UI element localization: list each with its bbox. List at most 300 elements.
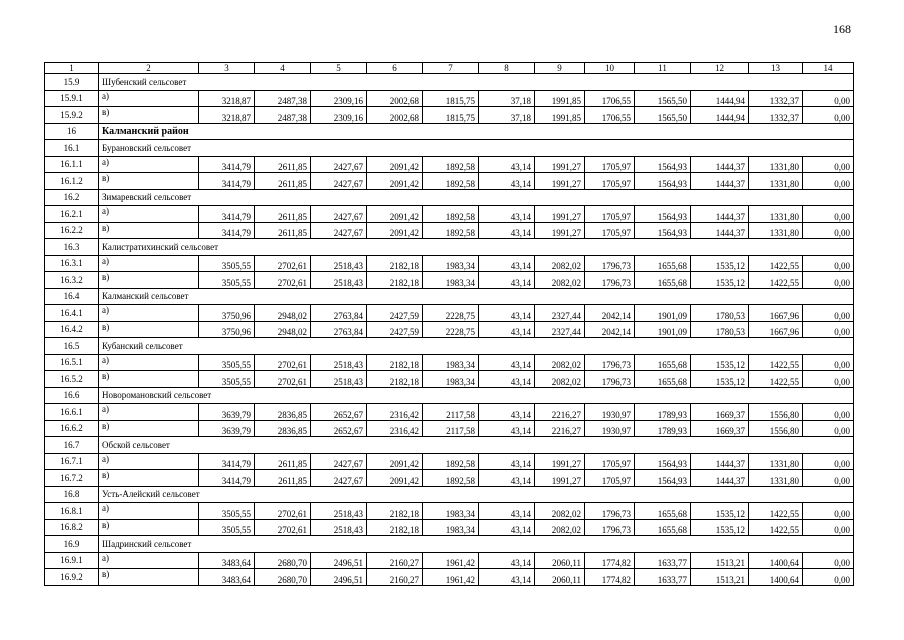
value-cell: 1991,27: [535, 470, 585, 487]
value-cell: 1655,68: [635, 519, 691, 536]
section-title: Шубенский сельсовет: [99, 74, 854, 91]
value-cell: 1705,97: [585, 470, 635, 487]
row-label: а): [99, 305, 199, 322]
section-title: Шадринский сельсовет: [99, 536, 854, 553]
value-cell: 43,14: [479, 321, 535, 338]
value-cell: 1991,85: [535, 107, 585, 124]
table-row: [45, 404, 854, 421]
value-cell: 2427,67: [311, 156, 367, 173]
value-cell: 2611,85: [255, 206, 311, 223]
value-cell: 1400,64: [749, 569, 803, 586]
value-cell: 1705,97: [585, 453, 635, 470]
value-cell: 1667,96: [749, 305, 803, 322]
value-cell: 2228,75: [423, 321, 479, 338]
value-cell: 0,00: [803, 222, 854, 239]
value-cell: 1633,77: [635, 552, 691, 569]
value-cell: 1565,50: [635, 107, 691, 124]
value-cell: 43,14: [479, 503, 535, 520]
value-cell: 3639,79: [199, 420, 255, 437]
value-cell: 2427,67: [311, 206, 367, 223]
section-row: [45, 140, 854, 157]
value-cell: 1983,34: [423, 519, 479, 536]
value-cell: 1991,27: [535, 453, 585, 470]
value-cell: 0,00: [803, 503, 854, 520]
value-cell: 1961,42: [423, 569, 479, 586]
value-cell: 3414,79: [199, 156, 255, 173]
column-header: 13: [749, 63, 803, 74]
value-cell: 2117,58: [423, 420, 479, 437]
section-row: [45, 338, 854, 355]
value-cell: 43,14: [479, 156, 535, 173]
value-cell: 1774,82: [585, 552, 635, 569]
value-cell: 0,00: [803, 371, 854, 388]
column-header: 5: [311, 63, 367, 74]
row-code: 16.1: [45, 140, 99, 157]
table-row: [45, 519, 854, 536]
row-label: в): [99, 470, 199, 487]
value-cell: 2836,85: [255, 404, 311, 421]
value-cell: 2082,02: [535, 255, 585, 272]
row-code: 15.9.1: [45, 90, 99, 107]
value-cell: 1444,37: [691, 173, 749, 190]
value-cell: 3505,55: [199, 371, 255, 388]
value-cell: 1444,37: [691, 222, 749, 239]
value-cell: 2091,42: [367, 470, 423, 487]
column-header: 7: [423, 63, 479, 74]
page-number: 168: [833, 22, 851, 36]
value-cell: 2216,27: [535, 404, 585, 421]
value-cell: 2117,58: [423, 404, 479, 421]
table-row: [45, 569, 854, 586]
value-cell: 2611,85: [255, 453, 311, 470]
row-code: 16.2: [45, 189, 99, 206]
value-cell: 2082,02: [535, 354, 585, 371]
row-label: в): [99, 569, 199, 586]
value-cell: 0,00: [803, 453, 854, 470]
value-cell: 1535,12: [691, 272, 749, 289]
table-row: [45, 552, 854, 569]
row-label: а): [99, 206, 199, 223]
value-cell: 2060,11: [535, 569, 585, 586]
value-cell: 1796,73: [585, 255, 635, 272]
value-cell: 3483,64: [199, 552, 255, 569]
value-cell: 0,00: [803, 470, 854, 487]
row-label: в): [99, 272, 199, 289]
value-cell: 2652,67: [311, 404, 367, 421]
value-cell: 1705,97: [585, 173, 635, 190]
row-code: 16.1.2: [45, 173, 99, 190]
section-row: [45, 437, 854, 454]
value-cell: 43,14: [479, 354, 535, 371]
section-title: Кубанский сельсовет: [99, 338, 854, 355]
value-cell: 1444,37: [691, 156, 749, 173]
value-cell: 2763,84: [311, 321, 367, 338]
value-cell: 1991,85: [535, 90, 585, 107]
value-cell: 1667,96: [749, 321, 803, 338]
row-label: а): [99, 552, 199, 569]
row-code: 16.5.2: [45, 371, 99, 388]
value-cell: 3414,79: [199, 453, 255, 470]
value-cell: 2763,84: [311, 305, 367, 322]
value-cell: 2518,43: [311, 519, 367, 536]
row-code: 16.1.1: [45, 156, 99, 173]
value-cell: 1564,93: [635, 173, 691, 190]
value-cell: 1780,53: [691, 321, 749, 338]
row-label: в): [99, 519, 199, 536]
value-cell: 2182,18: [367, 272, 423, 289]
value-cell: 2082,02: [535, 371, 585, 388]
value-cell: 2309,16: [311, 107, 367, 124]
value-cell: 1556,80: [749, 420, 803, 437]
section-row: [45, 189, 854, 206]
section-title: Зимаревский сельсовет: [99, 189, 854, 206]
value-cell: 1513,21: [691, 569, 749, 586]
value-cell: 1815,75: [423, 90, 479, 107]
column-header: 11: [635, 63, 691, 74]
value-cell: 1991,27: [535, 156, 585, 173]
value-cell: 2611,85: [255, 173, 311, 190]
row-label: а): [99, 354, 199, 371]
value-cell: 1331,80: [749, 156, 803, 173]
value-cell: 1796,73: [585, 519, 635, 536]
row-code: 16.7: [45, 437, 99, 454]
value-cell: 1332,37: [749, 107, 803, 124]
value-cell: 1705,97: [585, 206, 635, 223]
value-cell: 2091,42: [367, 453, 423, 470]
value-cell: 2182,18: [367, 354, 423, 371]
value-cell: 1983,34: [423, 354, 479, 371]
value-cell: 2496,51: [311, 569, 367, 586]
row-code: 16.9: [45, 536, 99, 553]
value-cell: 43,14: [479, 453, 535, 470]
value-cell: 1901,09: [635, 305, 691, 322]
value-cell: 2327,44: [535, 321, 585, 338]
table-body: [45, 63, 854, 586]
value-cell: 3218,87: [199, 90, 255, 107]
value-cell: 1422,55: [749, 272, 803, 289]
value-cell: 1444,94: [691, 90, 749, 107]
value-cell: 1983,34: [423, 503, 479, 520]
value-cell: 2160,27: [367, 569, 423, 586]
value-cell: 1655,68: [635, 503, 691, 520]
value-cell: 3414,79: [199, 470, 255, 487]
value-cell: 2082,02: [535, 519, 585, 536]
value-cell: 2518,43: [311, 371, 367, 388]
value-cell: 1444,37: [691, 453, 749, 470]
value-cell: 1991,27: [535, 206, 585, 223]
value-cell: 2182,18: [367, 519, 423, 536]
value-cell: 1444,37: [691, 470, 749, 487]
value-cell: 3505,55: [199, 255, 255, 272]
table-row: [45, 255, 854, 272]
value-cell: 0,00: [803, 90, 854, 107]
value-cell: 1535,12: [691, 519, 749, 536]
value-cell: 2160,27: [367, 552, 423, 569]
section-title: Обской сельсовет: [99, 437, 854, 454]
section-title: Калистратихинский сельсовет: [99, 239, 854, 256]
section-row: [45, 239, 854, 256]
value-cell: 43,14: [479, 222, 535, 239]
row-label: а): [99, 404, 199, 421]
value-cell: 43,14: [479, 404, 535, 421]
row-code: 16.7.1: [45, 453, 99, 470]
column-header: 10: [585, 63, 635, 74]
value-cell: 1796,73: [585, 272, 635, 289]
value-cell: 1564,93: [635, 206, 691, 223]
value-cell: 2518,43: [311, 272, 367, 289]
district-title: Калманский район: [99, 123, 854, 140]
value-cell: 2836,85: [255, 420, 311, 437]
table-row: [45, 90, 854, 107]
row-code: 16.9.1: [45, 552, 99, 569]
value-cell: 2002,68: [367, 107, 423, 124]
district-row: [45, 123, 854, 140]
row-code: 16.8.1: [45, 503, 99, 520]
value-cell: 1655,68: [635, 354, 691, 371]
value-cell: 2091,42: [367, 222, 423, 239]
value-cell: 2042,14: [585, 305, 635, 322]
value-cell: 2680,70: [255, 552, 311, 569]
value-cell: 1796,73: [585, 354, 635, 371]
value-cell: 1564,93: [635, 453, 691, 470]
value-cell: 1892,58: [423, 453, 479, 470]
value-cell: 1983,34: [423, 255, 479, 272]
row-code: 16.8.2: [45, 519, 99, 536]
row-code: 16.4.2: [45, 321, 99, 338]
value-cell: 2082,02: [535, 272, 585, 289]
row-label: в): [99, 321, 199, 338]
value-cell: 1705,97: [585, 222, 635, 239]
value-cell: 2427,67: [311, 453, 367, 470]
value-cell: 1930,97: [585, 404, 635, 421]
value-cell: 1991,27: [535, 222, 585, 239]
value-cell: 1331,80: [749, 222, 803, 239]
value-cell: 1961,42: [423, 552, 479, 569]
value-cell: 1565,50: [635, 90, 691, 107]
value-cell: 2091,42: [367, 173, 423, 190]
value-cell: 2427,59: [367, 305, 423, 322]
value-cell: 1815,75: [423, 107, 479, 124]
value-cell: 2427,59: [367, 321, 423, 338]
row-code: 16.4.1: [45, 305, 99, 322]
value-cell: 0,00: [803, 156, 854, 173]
value-cell: 0,00: [803, 519, 854, 536]
value-cell: 0,00: [803, 107, 854, 124]
value-cell: 2002,68: [367, 90, 423, 107]
section-title: Усть-Алейский сельсовет: [99, 486, 854, 503]
value-cell: 43,14: [479, 420, 535, 437]
value-cell: 3218,87: [199, 107, 255, 124]
value-cell: 2042,14: [585, 321, 635, 338]
header-row: [45, 63, 854, 74]
value-cell: 2082,02: [535, 503, 585, 520]
row-label: в): [99, 222, 199, 239]
value-cell: 2427,67: [311, 222, 367, 239]
section-row: [45, 387, 854, 404]
value-cell: 1564,93: [635, 222, 691, 239]
value-cell: 1901,09: [635, 321, 691, 338]
row-label: а): [99, 503, 199, 520]
row-code: 16.3.2: [45, 272, 99, 289]
value-cell: 2611,85: [255, 156, 311, 173]
value-cell: 1564,93: [635, 156, 691, 173]
row-code: 16.6.1: [45, 404, 99, 421]
value-cell: 2182,18: [367, 371, 423, 388]
table-row: [45, 321, 854, 338]
value-cell: 1669,37: [691, 420, 749, 437]
value-cell: 43,14: [479, 519, 535, 536]
value-cell: 1331,80: [749, 206, 803, 223]
value-cell: 1796,73: [585, 371, 635, 388]
value-cell: 2316,42: [367, 420, 423, 437]
value-cell: 1892,58: [423, 156, 479, 173]
column-header: 2: [99, 63, 199, 74]
value-cell: 1422,55: [749, 519, 803, 536]
table-row: [45, 107, 854, 124]
value-cell: 0,00: [803, 255, 854, 272]
value-cell: 1930,97: [585, 420, 635, 437]
row-code: 16.9.2: [45, 569, 99, 586]
table-row: [45, 503, 854, 520]
table-row: [45, 470, 854, 487]
row-label: а): [99, 453, 199, 470]
row-code: 16.5.1: [45, 354, 99, 371]
value-cell: 3639,79: [199, 404, 255, 421]
row-label: а): [99, 255, 199, 272]
value-cell: 0,00: [803, 305, 854, 322]
value-cell: 3505,55: [199, 503, 255, 520]
value-cell: 3414,79: [199, 173, 255, 190]
value-cell: 2060,11: [535, 552, 585, 569]
value-cell: 1706,55: [585, 90, 635, 107]
table-row: [45, 222, 854, 239]
section-row: [45, 288, 854, 305]
value-cell: 1422,55: [749, 354, 803, 371]
column-header: 9: [535, 63, 585, 74]
value-cell: 1892,58: [423, 470, 479, 487]
value-cell: 2309,16: [311, 90, 367, 107]
column-header: 8: [479, 63, 535, 74]
table-row: [45, 173, 854, 190]
value-cell: 1535,12: [691, 354, 749, 371]
value-cell: 0,00: [803, 173, 854, 190]
value-cell: 1535,12: [691, 255, 749, 272]
table-row: [45, 420, 854, 437]
column-header: 1: [45, 63, 99, 74]
value-cell: 1422,55: [749, 371, 803, 388]
value-cell: 1400,64: [749, 552, 803, 569]
value-cell: 2427,67: [311, 173, 367, 190]
table-row: [45, 371, 854, 388]
value-cell: 0,00: [803, 354, 854, 371]
value-cell: 1789,93: [635, 404, 691, 421]
section-row: [45, 486, 854, 503]
value-cell: 1983,34: [423, 371, 479, 388]
value-cell: 2518,43: [311, 354, 367, 371]
value-cell: 3750,96: [199, 305, 255, 322]
value-cell: 1705,97: [585, 156, 635, 173]
value-cell: 3483,64: [199, 569, 255, 586]
value-cell: 43,14: [479, 305, 535, 322]
value-cell: 1796,73: [585, 503, 635, 520]
table-row: [45, 453, 854, 470]
value-cell: 2316,42: [367, 404, 423, 421]
value-cell: 1655,68: [635, 255, 691, 272]
value-cell: 37,18: [479, 107, 535, 124]
row-code: 16.7.2: [45, 470, 99, 487]
value-cell: 1422,55: [749, 255, 803, 272]
value-cell: 1422,55: [749, 503, 803, 520]
row-label: в): [99, 107, 199, 124]
section-row: [45, 536, 854, 553]
value-cell: 1331,80: [749, 173, 803, 190]
value-cell: 2496,51: [311, 552, 367, 569]
value-cell: 43,14: [479, 470, 535, 487]
value-cell: 2091,42: [367, 156, 423, 173]
value-cell: 2182,18: [367, 503, 423, 520]
value-cell: 1331,80: [749, 470, 803, 487]
value-cell: 3414,79: [199, 206, 255, 223]
value-cell: 43,14: [479, 552, 535, 569]
value-cell: 43,14: [479, 255, 535, 272]
value-cell: 43,14: [479, 206, 535, 223]
value-cell: 37,18: [479, 90, 535, 107]
row-code: 16.4: [45, 288, 99, 305]
section-title: Бурановский сельсовет: [99, 140, 854, 157]
column-header: 12: [691, 63, 749, 74]
value-cell: 0,00: [803, 272, 854, 289]
value-cell: 2702,61: [255, 354, 311, 371]
value-cell: 43,14: [479, 569, 535, 586]
value-cell: 2702,61: [255, 255, 311, 272]
row-label: в): [99, 173, 199, 190]
value-cell: 2702,61: [255, 272, 311, 289]
column-header: 14: [803, 63, 854, 74]
value-cell: 3505,55: [199, 519, 255, 536]
section-title: Новоромановский сельсовет: [99, 387, 854, 404]
value-cell: 43,14: [479, 173, 535, 190]
value-cell: 1513,21: [691, 552, 749, 569]
section-row: [45, 74, 854, 91]
value-cell: 1892,58: [423, 173, 479, 190]
row-code: 15.9.2: [45, 107, 99, 124]
value-cell: 1564,93: [635, 470, 691, 487]
row-code: 16.6: [45, 387, 99, 404]
row-code: 16.8: [45, 486, 99, 503]
value-cell: 3505,55: [199, 354, 255, 371]
value-cell: 3750,96: [199, 321, 255, 338]
value-cell: 0,00: [803, 321, 854, 338]
value-cell: 2518,43: [311, 255, 367, 272]
value-cell: 3505,55: [199, 272, 255, 289]
value-cell: 1556,80: [749, 404, 803, 421]
value-cell: 2216,27: [535, 420, 585, 437]
row-code: 16.2.2: [45, 222, 99, 239]
value-cell: 2611,85: [255, 222, 311, 239]
value-cell: 1633,77: [635, 569, 691, 586]
value-cell: 2427,67: [311, 470, 367, 487]
value-cell: 2518,43: [311, 503, 367, 520]
value-cell: 1780,53: [691, 305, 749, 322]
value-cell: 1789,93: [635, 420, 691, 437]
row-code: 15.9: [45, 74, 99, 91]
value-cell: 2487,38: [255, 90, 311, 107]
value-cell: 3414,79: [199, 222, 255, 239]
value-cell: 1655,68: [635, 272, 691, 289]
value-cell: 2948,02: [255, 305, 311, 322]
value-cell: 1774,82: [585, 569, 635, 586]
value-cell: 2487,38: [255, 107, 311, 124]
